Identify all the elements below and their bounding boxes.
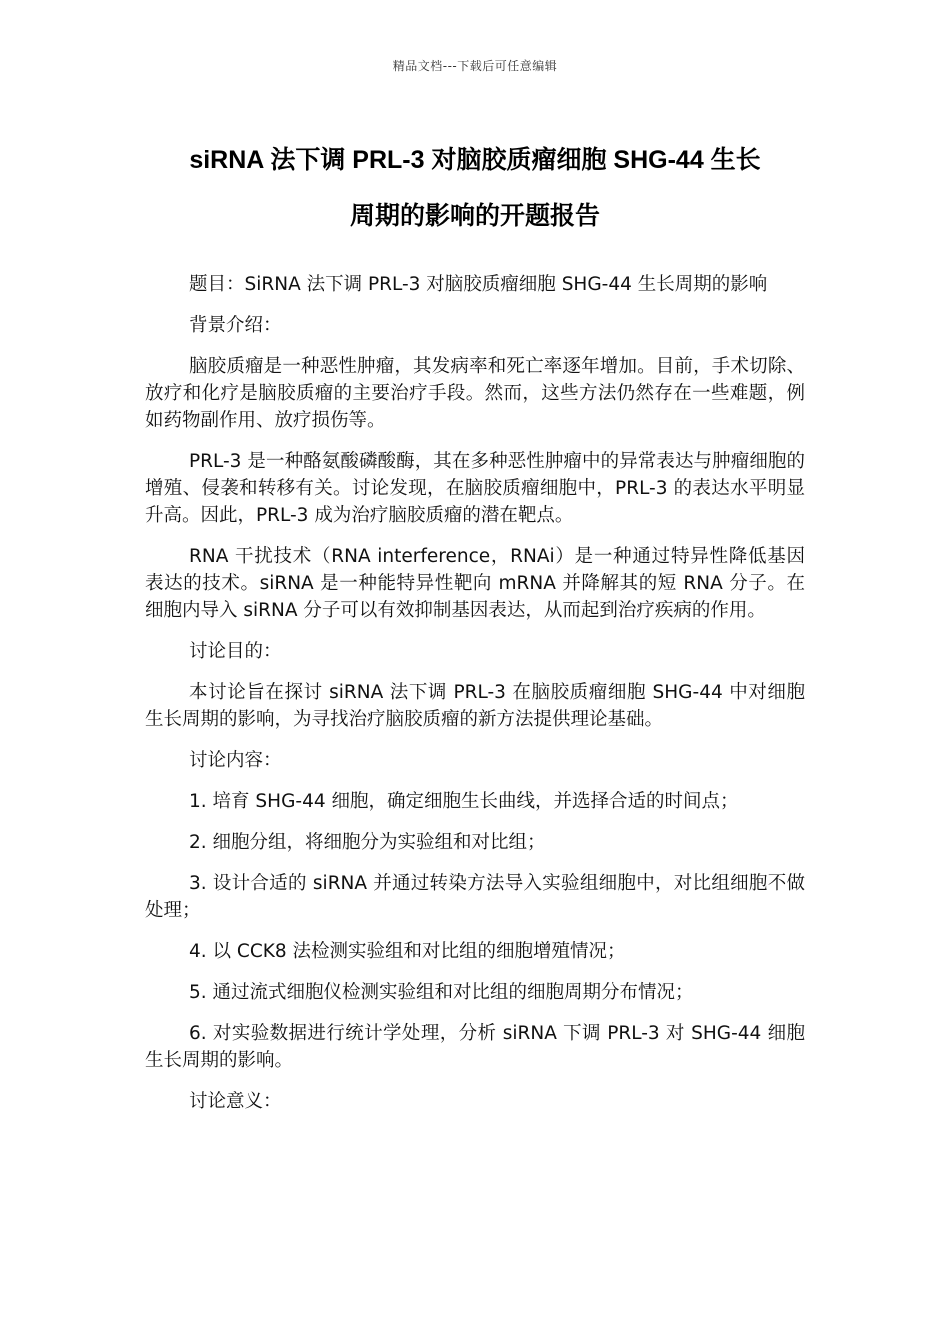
content-heading: 讨论内容：: [189, 750, 282, 771]
document-body: [145, 271, 805, 1129]
background-paragraph-2: PRL-3 是一种酪氨酸磷酸酶，其在多种恶性肿瘤中的异常表达与肿瘤细胞的增殖、侵袭和转移有关。讨论发现，在脑胶质瘤细胞中，PRL-3 的表达水平明显升高。因此，PRL-3 成为治疗脑胶质瘤的潜在靶点。: [145, 451, 805, 526]
content-item-6: 6. 对实验数据进行统计学处理，分析 siRNA 下调 PRL-3 对 SHG-44 细胞生长周期的影响。: [145, 1023, 805, 1071]
background-heading: 背景介绍：: [189, 315, 282, 336]
content-item-5: 5. 通过流式细胞仪检测实验组和对比组的细胞周期分布情况；: [189, 982, 694, 1003]
background-paragraph-3: RNA 干扰技术（RNA interference，RNAi）是一种通过特异性降低基因表达的技术。siRNA 是一种能特异性靶向 mRNA 并降解其的短 RNA 分子。在细胞内导入 siRNA 分子可以有效抑制基因表达，从而起到治疗疾病的作用。: [145, 546, 805, 621]
purpose-heading: 讨论目的：: [189, 641, 282, 662]
background-paragraph-1: 脑胶质瘤是一种恶性肿瘤，其发病率和死亡率逐年增加。目前，手术切除、放疗和化疗是脑胶质瘤的主要治疗手段。然而，这些方法仍然存在一些难题，例如药物副作用、放疗损伤等。: [145, 356, 805, 431]
topic-paragraph: 题目：SiRNA 法下调 PRL-3 对脑胶质瘤细胞 SHG-44 生长周期的影响: [189, 274, 768, 295]
purpose-paragraph: 本讨论旨在探讨 siRNA 法下调 PRL-3 在脑胶质瘤细胞 SHG-44 中对细胞生长周期的影响，为寻找治疗脑胶质瘤的新方法提供理论基础。: [145, 682, 805, 730]
content-item-1: 1. 培育 SHG-44 细胞，确定细胞生长曲线，并选择合适的时间点；: [189, 791, 739, 812]
content-item-3: 3. 设计合适的 siRNA 并通过转染方法导入实验组细胞中，对比组细胞不做处理；: [145, 873, 805, 921]
document-title-line-1: siRNA 法下调 PRL-3 对脑胶质瘤细胞 SHG-44 生长: [189, 146, 761, 174]
document-title-line-2: 周期的影响的开题报告: [349, 202, 600, 230]
significance-heading: 讨论意义：: [189, 1091, 282, 1112]
content-item-2: 2. 细胞分组，将细胞分为实验组和对比组；: [189, 832, 546, 853]
header-note: 精品文档---下载后可任意编辑: [392, 59, 558, 73]
content-item-4: 4. 以 CCK8 法检测实验组和对比组的细胞增殖情况；: [189, 941, 626, 962]
